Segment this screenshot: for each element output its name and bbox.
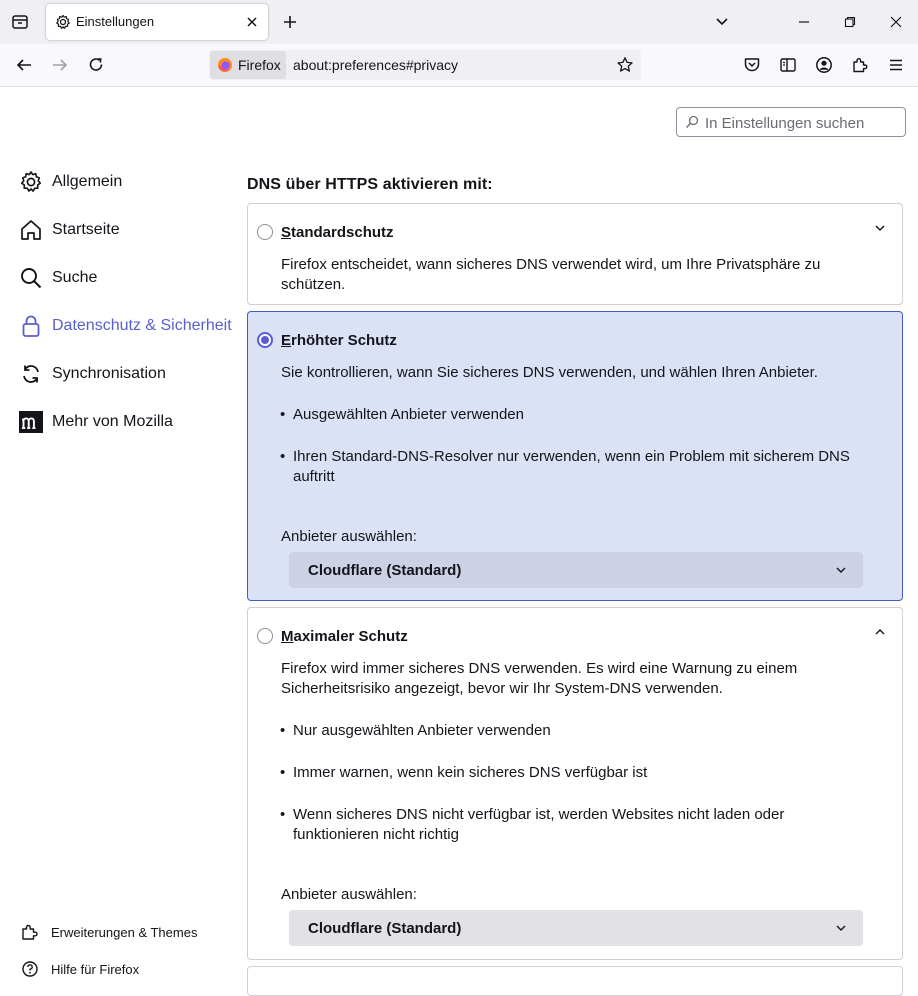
sidebar-footer-label: Erweiterungen & Themes [51, 924, 198, 940]
puzzle-icon [20, 922, 40, 942]
firefox-view-icon[interactable] [8, 10, 32, 34]
lock-icon [18, 313, 44, 339]
radio-default-protection[interactable] [257, 224, 273, 240]
dns-option-increased[interactable] [247, 311, 903, 601]
minimize-icon[interactable] [792, 10, 816, 34]
sidebar-footer-help[interactable] [20, 959, 139, 979]
sidebar-item-privacy[interactable] [18, 311, 232, 341]
chevron-down-icon[interactable] [872, 220, 888, 236]
gear-icon [51, 10, 75, 34]
provider-select-value: Cloudflare (Standard) [308, 562, 462, 579]
sidebar-item-label: Datenschutz & Sicherheit [52, 317, 232, 334]
provider-label: Anbieter auswählen: [281, 528, 417, 545]
option-bullet: • Immer warnen, wenn kein sicheres DNS verfügbar ist [293, 763, 853, 783]
search-icon [685, 115, 699, 129]
option-description: Firefox wird immer sicheres DNS verwenden. Es wird eine Warnung zu einem Sicherheitsrisiko angezeigt, bevor wir Ihr System-DNS verwenden. [281, 660, 798, 697]
option-title: Standardschutz [281, 224, 394, 241]
extensions-icon[interactable] [848, 53, 872, 77]
sidebar-item-label: Synchronisation [52, 365, 166, 382]
url-bar[interactable] [209, 50, 641, 80]
dns-option-max[interactable] [247, 607, 903, 960]
tab-title: Einstellungen [76, 14, 155, 29]
option-bullet: • Ihren Standard-DNS-Resolver nur verwenden, wenn ein Problem mit sicherem DNS auftritt [293, 447, 863, 487]
sidebar-item-label: Allgemein [52, 173, 123, 190]
sidebar-item-search[interactable] [18, 263, 97, 293]
forward-icon[interactable] [48, 53, 72, 77]
sidebar-item-home[interactable] [18, 215, 120, 245]
bookmark-star-icon[interactable] [613, 53, 637, 77]
option-bullet: • Nur ausgewählten Anbieter verwenden [293, 721, 853, 741]
sidebar-item-general[interactable] [18, 167, 122, 197]
provider-select-value: Cloudflare (Standard) [308, 920, 462, 937]
search-placeholder: In Einstellungen suchen [705, 115, 865, 132]
list-all-tabs-icon[interactable] [710, 10, 734, 34]
radio-increased-protection[interactable] [257, 332, 273, 348]
close-tab-icon[interactable] [240, 10, 264, 34]
radio-max-protection[interactable] [257, 628, 273, 644]
mozilla-icon [18, 409, 44, 435]
dns-option-off[interactable] [247, 966, 903, 996]
home-icon [18, 217, 44, 243]
url-text[interactable]: about:preferences#privacy [293, 57, 458, 73]
settings-search-input[interactable] [676, 107, 906, 137]
tab-strip [0, 0, 918, 44]
restore-icon[interactable] [838, 10, 862, 34]
provider-label: Anbieter auswählen: [281, 886, 417, 903]
pocket-icon[interactable] [740, 53, 764, 77]
account-icon[interactable] [812, 53, 836, 77]
option-description: Firefox entscheidet, wann sicheres DNS verwendet wird, um Ihre Privatsphäre zu schützen. [281, 256, 821, 293]
app-menu-icon[interactable] [884, 53, 908, 77]
option-title: Maximaler Schutz [281, 628, 408, 645]
sidebar-item-sync[interactable] [18, 359, 166, 389]
sidebar-toggle-icon[interactable] [776, 53, 800, 77]
option-title: Erhöhter Schutz [281, 332, 397, 349]
sync-icon [18, 361, 44, 387]
provider-select[interactable] [289, 552, 863, 588]
firefox-logo-icon [217, 57, 233, 73]
identity-box[interactable] [210, 51, 286, 79]
sidebar-footer-label: Hilfe für Firefox [51, 961, 140, 977]
provider-select[interactable] [289, 910, 863, 946]
chevron-up-icon[interactable] [872, 624, 888, 640]
gear-icon [18, 169, 44, 195]
dns-section-heading: DNS über HTTPS aktivieren mit: [247, 176, 493, 193]
sidebar-item-label: Mehr von Mozilla [52, 413, 173, 430]
help-icon [20, 959, 40, 979]
new-tab-icon[interactable] [278, 10, 302, 34]
dns-option-default[interactable] [247, 203, 903, 305]
chevron-down-icon [833, 562, 849, 578]
sidebar-footer-addons[interactable] [20, 922, 197, 942]
navigation-toolbar [0, 44, 918, 87]
option-bullet: • Ausgewählten Anbieter verwenden [293, 405, 853, 425]
close-window-icon[interactable] [884, 10, 908, 34]
reload-icon[interactable] [84, 53, 108, 77]
sidebar-item-label: Startseite [52, 221, 120, 238]
sidebar-item-label: Suche [52, 269, 98, 286]
identity-label: Firefox [238, 57, 281, 73]
search-icon [18, 265, 44, 291]
tab-settings[interactable] [46, 4, 268, 40]
option-bullet: • Wenn sicheres DNS nicht verfügbar ist, werden Websites nicht laden oder funktionieren nicht richtig [293, 805, 793, 845]
chevron-down-icon [833, 920, 849, 936]
sidebar-item-more-from-mozilla[interactable] [18, 407, 173, 437]
option-description: Sie kontrollieren, wann Sie sicheres DNS verwenden, und wählen Ihren Anbieter. [281, 364, 818, 381]
back-icon[interactable] [12, 53, 36, 77]
